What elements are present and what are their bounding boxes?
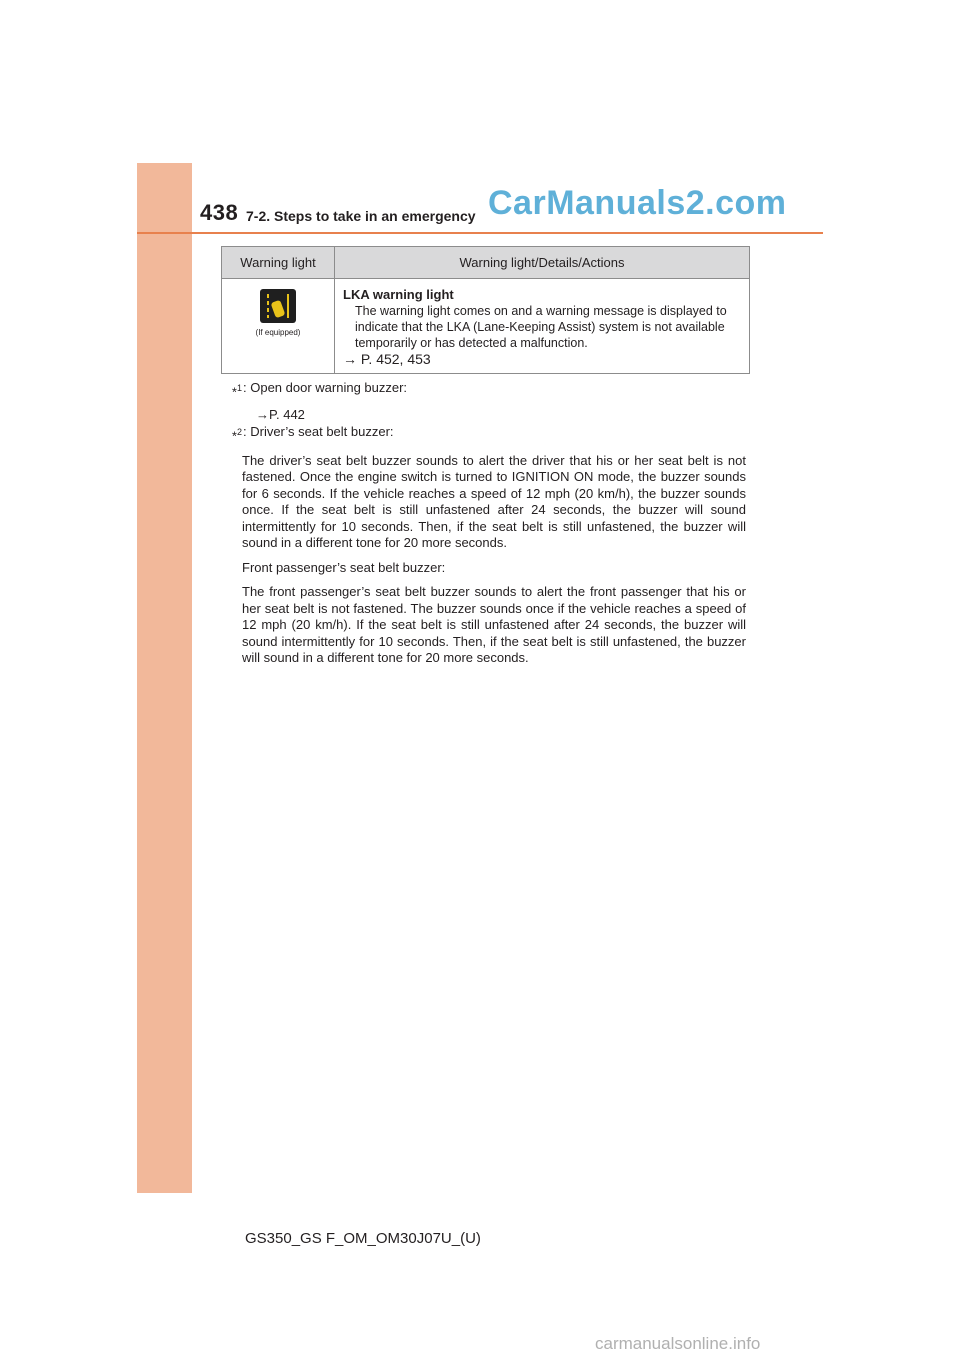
if-equipped-label: (If equipped) bbox=[255, 328, 301, 337]
column-header-details: Warning light/Details/Actions bbox=[335, 247, 750, 279]
watermark-top: CarManuals2.com bbox=[488, 184, 787, 222]
lka-warning-icon bbox=[260, 289, 296, 323]
note-driver-seat-belt-buzzer bbox=[214, 424, 746, 667]
section-title: 7-2. Steps to take in an emergency bbox=[246, 208, 476, 224]
column-header-warning-light: Warning light bbox=[222, 247, 335, 279]
watermark-bottom: carmanualsonline.info bbox=[595, 1334, 761, 1353]
note-subtitle: Front passenger’s seat belt buzzer: bbox=[242, 559, 446, 575]
table-row bbox=[222, 279, 750, 374]
page-reference-link[interactable]: →P. 442 bbox=[256, 406, 305, 422]
note-title: : Driver’s seat belt buzzer: bbox=[243, 424, 394, 439]
warning-light-table bbox=[221, 246, 750, 374]
footnote-marker: *$^2$ bbox=[231, 427, 242, 444]
page-reference-link[interactable]: → P. 452, 453 bbox=[343, 351, 431, 367]
warning-detail-cell bbox=[335, 279, 750, 374]
footnote-marker: *$^1$ bbox=[231, 383, 242, 400]
note-paragraph: The driver’s seat belt buzzer sounds to alert the driver that his or her seat belt is not fastened. Once the engine switch is turned to IGNITION ON mode, the buzzer sounds for 6 seconds. If the vehicle reaches a speed of 12 mph (20 km/h), the buzzer sounds once. If the seat belt is still unfastened after 24 seconds, the buzzer will sound intermittently for 10 seconds. Then, if the seat belt is still unfastened, the buzzer will sound in a different tone for 20 more seconds. bbox=[242, 452, 746, 551]
note-paragraph: The front passenger’s seat belt buzzer sounds to alert the front passenger that his or her seat belt is not fastened. The buzzer sounds once if the vehicle reaches a speed of 12 mph (20 km/h). If the seat belt is still unfastened after 24 seconds, the buzzer will sound intermittently for 10 seconds. Then, if the seat belt is still unfastened, the buzzer will sound in a different tone for 20 more seconds. bbox=[242, 584, 746, 666]
note-title: : Open door warning buzzer: bbox=[243, 380, 408, 395]
header-rule bbox=[137, 232, 823, 234]
document-code: GS350_GS F_OM_OM30J07U_(U) bbox=[245, 1230, 481, 1247]
note-open-door-buzzer bbox=[214, 380, 746, 423]
lka-warning-description: The warning light comes on and a warning message is displayed to indicate that the LKA (Lane-Keeping Assist) system is not available temporarily or has detected a malfunction. bbox=[355, 304, 727, 350]
side-tab-band bbox=[137, 163, 192, 1193]
page-number: 438 bbox=[200, 200, 239, 225]
lka-warning-title: LKA warning light bbox=[343, 287, 454, 302]
warning-light-cell bbox=[222, 279, 335, 374]
